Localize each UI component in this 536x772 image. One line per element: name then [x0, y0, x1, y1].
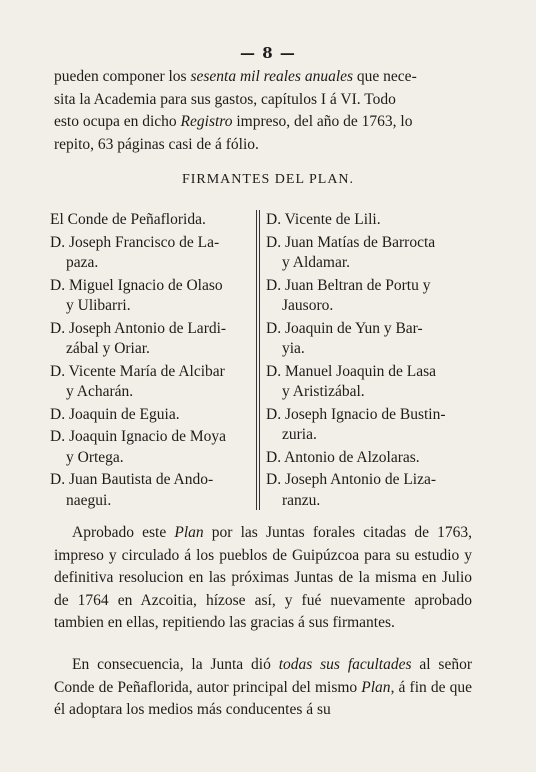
intro-emphasis: sesenta mil reales anuales [190, 68, 354, 85]
signatory-name: D. Juan Matías de Barrocta [266, 233, 436, 251]
signatory-name-continued: y Ortega. [66, 448, 124, 466]
signatory-name-continued: Jausoro. [282, 297, 334, 314]
signatory-name-continued: zábal y Oriar. [66, 340, 150, 357]
signatory-entry [266, 319, 474, 360]
consequence-paragraph [54, 654, 472, 722]
intro-emphasis: Registro [180, 113, 233, 130]
intro-text: que nece- [353, 68, 417, 85]
paragraph-text: Aprobado este [72, 524, 175, 541]
column-divider [256, 210, 260, 510]
signatory-entry [50, 470, 250, 511]
approval-paragraph [54, 522, 472, 635]
signatory-name-continued: zuria. [282, 426, 317, 443]
signatory-entry [266, 470, 474, 511]
signatory-entry [50, 319, 250, 360]
signatory-name: D. Joseph Francisco de La- [50, 233, 220, 251]
signatory-name: D. Juan Beltran de Portu y [266, 276, 431, 294]
signatory-entry [266, 362, 474, 403]
signatory-name-continued: y Ulibarri. [66, 297, 131, 314]
signatory-name-continued: y Aristizábal. [282, 383, 365, 400]
paragraph-text: al señor Conde de Peñaflorida, autor principal del mismo [54, 656, 472, 696]
signatory-name: D. Joaquin de Eguia. [50, 405, 180, 423]
signatory-name-continued: naegui. [66, 491, 112, 509]
signatory-name-continued: ranzu. [282, 491, 321, 509]
signatory-name: D. Vicente de Lili. [266, 211, 381, 228]
paragraph-text: por las Juntas forales citadas de 1763, impreso y circulado á los pueblos de Guipúzcoa para su estudio y definitiva resolucion en las próximas Juntas de la misma en Julio de 1764 en Azcoitia, hízose así, y fué nuevamente aprobado tambien en ellas, repitiendo las gracias á sus firmantes. [54, 524, 472, 631]
signatory-entry [50, 405, 250, 426]
signatory-entry [50, 427, 250, 468]
signatory-name-continued: y Acharán. [66, 383, 134, 400]
signatory-name: El Conde de Peñaflorida. [50, 211, 206, 228]
intro-text: repito, 63 páginas casi de á fólio. [54, 135, 259, 153]
signatory-name: D. Joseph Antonio de Liza- [266, 471, 437, 488]
signatory-name-continued: y Aldamar. [282, 254, 351, 271]
intro-paragraph [54, 66, 472, 156]
intro-text: impreso, del año de 1763, lo [232, 113, 413, 130]
signatory-name: D. Joseph Ignacio de Bustin- [266, 405, 446, 423]
intro-text: pueden componer los [54, 68, 191, 85]
signatory-entry [266, 448, 474, 469]
signatory-name-continued: paza. [66, 254, 99, 271]
paragraph-emphasis: Plan [361, 678, 391, 696]
paragraph-emphasis: todas sus facultades [278, 656, 412, 673]
signatory-entry [50, 362, 250, 403]
signatory-name: D. Joseph Antonio de Lardi- [50, 319, 227, 337]
signatory-entry [50, 210, 250, 231]
signatory-entry [50, 233, 250, 274]
signatory-name-continued: yia. [282, 340, 305, 357]
signatory-entry [266, 210, 474, 231]
signatory-name: D. Antonio de Alzolaras. [266, 448, 420, 466]
signatories-left-column [50, 210, 250, 513]
signatory-entry [50, 276, 250, 317]
signatory-name: D. Juan Bautista de Ando- [50, 471, 214, 488]
page-number: — 8 — [240, 44, 296, 62]
section-heading: FIRMANTES DEL PLAN. [181, 172, 355, 187]
signatories-right-column [266, 210, 474, 513]
signatory-entry [266, 405, 474, 446]
signatory-entry [266, 276, 474, 317]
intro-text: esto ocupa en dicho [54, 113, 181, 130]
paragraph-text: En consecuencia, la Junta dió [72, 656, 279, 673]
signatory-name: D. Miguel Ignacio de Olaso [50, 276, 223, 294]
intro-text: sita la Academia para sus gastos, capítulos I á VI. Todo [54, 90, 396, 108]
signatory-name: D. Manuel Joaquin de Lasa [266, 362, 437, 380]
paragraph-emphasis: Plan [174, 524, 204, 541]
signatory-name: D. Joaquin Ignacio de Moya [50, 428, 227, 445]
signatory-entry [266, 233, 474, 274]
signatory-name: D. Joaquin de Yun y Bar- [266, 319, 423, 337]
signatory-name: D. Vicente María de Alcibar [50, 362, 225, 380]
paragraph-text: , á fin de que él adoptara los medios más conducentes á su [54, 678, 472, 718]
